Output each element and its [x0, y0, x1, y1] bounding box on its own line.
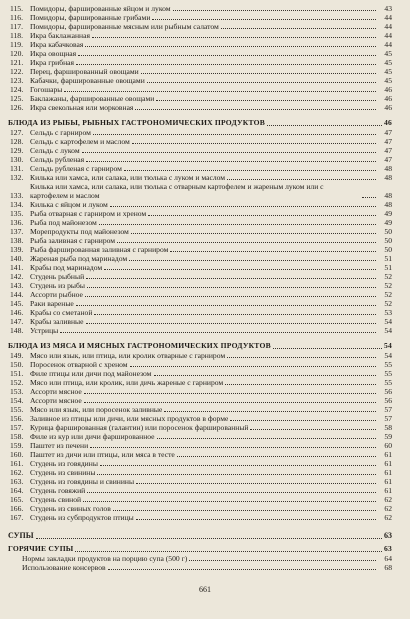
entry-page: 51 [384, 254, 392, 263]
entry-page: 55 [384, 360, 392, 369]
entry-page: 44 [384, 40, 392, 49]
dot-leader [108, 569, 376, 570]
entry-page: 45 [384, 58, 392, 67]
entry-page: 46 [384, 103, 392, 112]
entry-number: 117. [10, 22, 24, 31]
entry-title: Рыба заливная с гарниром [30, 236, 116, 245]
dot-leader [148, 215, 376, 216]
entry-title: Рыба фаршированная заливная с гарниром [30, 245, 169, 254]
entry-number: 131. [10, 164, 24, 173]
entry-page: 53 [384, 308, 392, 317]
entry-number: 157. [10, 423, 24, 432]
entry-page: 54 [384, 326, 392, 335]
entry-title: Килька с яйцом и луком [30, 200, 108, 209]
toc-entry [8, 227, 392, 236]
entry-page: 44 [384, 13, 392, 22]
section-hot-soups-title: ГОРЯЧИЕ СУПЫ 63 [8, 544, 392, 553]
toc-entry [8, 263, 392, 272]
toc-entry [8, 378, 392, 387]
toc-entry [8, 164, 392, 173]
dot-leader [97, 474, 376, 475]
entry-title: Помидоры, фаршированные мясным или рыбным салатом [30, 22, 219, 31]
entry-title: Икра кабачковая [30, 40, 84, 49]
entry-title: Паштет из дичи или птицы, или мяса в тесте [30, 450, 175, 459]
dot-leader [84, 402, 376, 403]
entry-title: Сельдь рубленая [30, 155, 85, 164]
entry-title: Килька или хамса, или салака, или тюлька с отварным картофелем и жареным луком или с картофелем и маслом [30, 182, 324, 200]
entry-number: 140. [10, 254, 24, 263]
entries-meat [8, 351, 392, 522]
entry-title: Килька или хамса, или салака, или тюлька с луком и маслом [30, 173, 226, 182]
entry-title: Студень из свиных голов [30, 504, 111, 513]
dot-leader [362, 197, 376, 198]
entry-page: 48 [384, 173, 392, 182]
dot-leader [136, 483, 376, 484]
entry-title: Курица фаршированная (галантин) или поросенок фаршированный [30, 423, 249, 432]
toc-entry [8, 281, 392, 290]
entry-number: 160. [10, 450, 24, 459]
entry-page: 57 [384, 414, 392, 423]
entry-title: Филе птицы или дичи под майонезом [30, 369, 152, 378]
entry-page: 50 [384, 236, 392, 245]
entry-page: 49 [384, 209, 392, 218]
dot-leader [85, 296, 376, 297]
toc-entry [8, 67, 392, 76]
entry-page: 46 [384, 85, 392, 94]
toc-entry [8, 128, 392, 137]
toc-entry [8, 155, 392, 164]
entry-title: Ассорти мясное [30, 396, 82, 405]
toc-entry [8, 405, 392, 414]
entry-number: 165. [10, 495, 24, 504]
entry-page: 58 [384, 423, 392, 432]
dot-leader [164, 411, 376, 412]
toc-entry [8, 486, 392, 495]
dot-leader [104, 269, 376, 270]
toc-entry [8, 450, 392, 459]
toc-entry [8, 369, 392, 378]
toc-entry [8, 40, 392, 49]
toc-entry [8, 137, 392, 146]
entry-page: 44 [384, 22, 392, 31]
entry-page: 46 [384, 94, 392, 103]
dot-leader [110, 206, 376, 207]
toc-entry [8, 4, 392, 13]
dot-leader [131, 233, 376, 234]
entry-title: Перец, фаршированный овощами [30, 67, 139, 76]
entry-page: 45 [384, 67, 392, 76]
entry-number: 119. [10, 40, 24, 49]
toc-entry [8, 22, 392, 31]
entry-page: 47 [384, 155, 392, 164]
entry-number: 129. [10, 146, 24, 155]
dot-leader [129, 260, 376, 261]
entry-title: Ассорти мясное [30, 387, 82, 396]
entry-page: 54 [384, 317, 392, 326]
entry-title: Икра грибная [30, 58, 75, 67]
entry-page: 47 [384, 128, 392, 137]
entry-title: Паштет из печени [30, 441, 89, 450]
dot-leader [86, 161, 376, 162]
entry-title: Сельдь с картофелем и маслом [30, 137, 130, 146]
dot-leader [85, 46, 376, 47]
entry-title: Жареная рыба под маринадом [30, 254, 128, 263]
entry-page: 52 [384, 290, 392, 299]
entry-title: Мясо или язык, или птица, или кролик отварные с гарниром [30, 351, 226, 360]
dot-leader [124, 170, 376, 171]
entry-number: 141. [10, 263, 24, 272]
entry-page: 45 [384, 49, 392, 58]
entry-number: 166. [10, 504, 24, 513]
toc-entry [8, 49, 392, 58]
entry-title: Студень из говядины и свинины [30, 477, 135, 486]
toc-entry [8, 85, 392, 94]
dot-leader [154, 375, 377, 376]
dot-leader [82, 152, 376, 153]
entry-title: Студень из говядины [30, 459, 98, 468]
entry-number: 161. [10, 459, 24, 468]
entry-page: 57 [384, 405, 392, 414]
entry-title: Баклажаны, фаршированные овощами [30, 94, 155, 103]
entry-number: 156. [10, 414, 24, 423]
toc-entry [8, 396, 392, 405]
toc-entry [8, 209, 392, 218]
toc-entry [8, 360, 392, 369]
toc-entry [8, 441, 392, 450]
dot-leader [250, 429, 376, 430]
toc-entry [8, 146, 392, 155]
toc-entry [8, 103, 392, 112]
entry-page: 62 [384, 513, 392, 522]
dot-leader [94, 314, 376, 315]
toc-entry [8, 31, 392, 40]
toc-entry [8, 13, 392, 22]
entry-title: Нормы закладки продуктов на порцию супа (500 г) [22, 554, 188, 563]
entry-number: 139. [10, 245, 24, 254]
toc-entry [8, 504, 392, 513]
dot-leader [152, 19, 376, 20]
dot-leader [227, 357, 376, 358]
entry-number: 130. [10, 155, 24, 164]
entry-page: 52 [384, 272, 392, 281]
entry-number: 150. [10, 360, 24, 369]
dot-leader [135, 109, 376, 110]
entry-title: Крабы заливные [30, 317, 84, 326]
entry-title: Поросенок отварной с хреном [30, 360, 128, 369]
toc-entry [8, 387, 392, 396]
entry-number: 159. [10, 441, 24, 450]
toc-entry [8, 477, 392, 486]
entry-number: 149. [10, 351, 24, 360]
entry-number: 134. [10, 200, 24, 209]
entry-page: 48 [384, 191, 392, 200]
toc-entry [8, 326, 392, 335]
entry-title: Крабы под маринадом [30, 263, 103, 272]
entry-title: Гогошары [30, 85, 63, 94]
entry-number: 144. [10, 290, 24, 299]
entry-page: 54 [384, 351, 392, 360]
dot-leader [177, 456, 376, 457]
entry-page: 44 [384, 31, 392, 40]
dot-leader [84, 393, 376, 394]
entry-page: 48 [384, 200, 392, 209]
entry-number: 125. [10, 94, 24, 103]
entry-number: 122. [10, 67, 24, 76]
entry-page: 50 [384, 245, 392, 254]
dot-leader [99, 224, 376, 225]
entry-title: Рыба под майонезом [30, 218, 97, 227]
entry-title: Икра свекольная или морковная [30, 103, 134, 112]
entry-number: 147. [10, 317, 24, 326]
entry-title: Сельдь рубленая с гарниром [30, 164, 122, 173]
entry-page: 61 [384, 459, 392, 468]
toc-entry [8, 299, 392, 308]
entry-number: 120. [10, 49, 24, 58]
dot-leader [221, 28, 376, 29]
entry-page: 64 [384, 554, 392, 563]
entry-title: Студень говяжий [30, 486, 86, 495]
entry-number: 164. [10, 486, 24, 495]
dot-leader [87, 492, 376, 493]
entry-number: 124. [10, 85, 24, 94]
entry-page: 61 [384, 477, 392, 486]
dot-leader [92, 37, 376, 38]
page-number: 661 [199, 585, 211, 594]
dot-leader [76, 305, 376, 306]
entry-number: 126. [10, 103, 24, 112]
dot-leader [76, 64, 376, 65]
entry-number: 121. [10, 58, 24, 67]
toc-entry [8, 308, 392, 317]
dot-leader [230, 420, 376, 421]
entry-number: 146. [10, 308, 24, 317]
entry-number: 116. [10, 13, 24, 22]
entry-number: 167. [10, 513, 24, 522]
entry-page: 59 [384, 432, 392, 441]
entry-number: 118. [10, 31, 24, 40]
dot-leader [64, 91, 376, 92]
entry-title: Сельдь с гарниром [30, 128, 91, 137]
dot-leader [141, 73, 376, 74]
entry-title: Крабы со сметаной [30, 308, 93, 317]
entry-number: 123. [10, 76, 24, 85]
entry-page: 45 [384, 76, 392, 85]
entry-title: Мясо или язык, или поросенок заливные [30, 405, 163, 414]
dot-leader [132, 143, 376, 144]
entry-title: Использование консервов [22, 563, 106, 572]
entry-title: Помидоры, фаршированные грибами [30, 13, 151, 22]
entry-title: Студень из свинины [30, 468, 96, 477]
dot-leader [189, 560, 376, 561]
dot-leader [87, 287, 376, 288]
entry-page: 50 [384, 227, 392, 236]
entry-number: 155. [10, 405, 24, 414]
toc-entry [8, 423, 392, 432]
entry-number: 133. [10, 191, 24, 200]
toc-entry [8, 254, 392, 263]
entry-number: 162. [10, 468, 24, 477]
entry-page: 62 [384, 495, 392, 504]
toc-entry [8, 351, 392, 360]
dot-leader [170, 251, 376, 252]
entry-title: Кабачки, фаршированные овощами [30, 76, 145, 85]
entry-number: 135. [10, 209, 24, 218]
table-of-contents [8, 4, 392, 572]
dot-leader [83, 501, 376, 502]
dot-leader [60, 332, 376, 333]
dot-leader [147, 82, 376, 83]
entries-top [8, 4, 392, 112]
entry-page: 52 [384, 281, 392, 290]
entry-page: 62 [384, 504, 392, 513]
toc-entry [8, 245, 392, 254]
entry-page: 60 [384, 441, 392, 450]
entry-title: Раки вареные [30, 299, 74, 308]
entry-page: 49 [384, 218, 392, 227]
entry-title: Студень свиной [30, 495, 82, 504]
entry-page: 43 [384, 4, 392, 13]
entry-page: 47 [384, 137, 392, 146]
entry-title: Сельдь с луком [30, 146, 80, 155]
entry-number: 132. [10, 173, 24, 182]
entry-page: 48 [384, 164, 392, 173]
entry-title: Студень рыбный [30, 272, 85, 281]
toc-entry [8, 218, 392, 227]
toc-entry [8, 495, 392, 504]
entry-title: Помидоры, фаршированные яйцом и луком [30, 4, 171, 13]
entry-number: 115. [10, 4, 24, 13]
dot-leader [78, 55, 376, 56]
dot-leader [86, 323, 376, 324]
dot-leader [136, 519, 376, 520]
entry-page: 56 [384, 387, 392, 396]
entry-number: 127. [10, 128, 24, 137]
section-fish-title: БЛЮДА ИЗ РЫБЫ, РЫБНЫХ ГАСТРОНОМИЧЕСКИХ ПРОДУКТОВ 46 [8, 118, 392, 127]
entry-number: 163. [10, 477, 24, 486]
toc-entry [8, 173, 392, 182]
dot-leader [86, 278, 376, 279]
entry-title: Икра баклажанная [30, 31, 90, 40]
dot-leader [130, 366, 376, 367]
dot-leader [225, 384, 376, 385]
entry-number: 143. [10, 281, 24, 290]
entries-fish [8, 128, 392, 335]
entry-number: 153. [10, 387, 24, 396]
toc-entry [8, 432, 392, 441]
dot-leader [93, 134, 376, 135]
chapter-soups-title: СУПЫ 63 [8, 531, 392, 540]
entry-title: Ассорти рыбное [30, 290, 83, 299]
entry-number: 137. [10, 227, 24, 236]
entry-title: Устрицы [30, 326, 59, 335]
toc-entry [8, 459, 392, 468]
toc-entry [8, 94, 392, 103]
dot-leader [90, 447, 376, 448]
toc-entry [8, 513, 392, 522]
entry-number: 148. [10, 326, 24, 335]
entry-page: 47 [384, 146, 392, 155]
entry-page: 61 [384, 468, 392, 477]
entry-title: Заливное из птицы или дичи, или мясных продуктов в форме [30, 414, 229, 423]
entry-title: Мясо или птица, или кролик, или дичь жареные с гарниром [30, 378, 224, 387]
dot-leader [117, 242, 376, 243]
toc-entry [8, 76, 392, 85]
toc-entry [8, 182, 392, 200]
entry-number: 136. [10, 218, 24, 227]
section-meat-title: БЛЮДА ИЗ МЯСА И МЯСНЫХ ГАСТРОНОМИЧЕСКИХ ПРОДУКТОВ 54 [8, 341, 392, 350]
toc-entry [8, 414, 392, 423]
entry-number: 152. [10, 378, 24, 387]
entry-number: 138. [10, 236, 24, 245]
entry-page: 68 [384, 563, 392, 572]
toc-entry [8, 563, 392, 572]
toc-entry [8, 290, 392, 299]
entry-title: Морепродукты под майонезом [30, 227, 129, 236]
entry-number: 154. [10, 396, 24, 405]
entry-title: Студень из рыбы [30, 281, 85, 290]
entry-title: Филе из кур или дичи фаршированное [30, 432, 155, 441]
entry-number: 158. [10, 432, 24, 441]
entry-page: 55 [384, 369, 392, 378]
entry-number: 151. [10, 369, 24, 378]
entry-number: 145. [10, 299, 24, 308]
entry-number: 128. [10, 137, 24, 146]
dot-leader [173, 10, 376, 11]
toc-entry [8, 554, 392, 563]
toc-entry [8, 200, 392, 209]
toc-entry [8, 58, 392, 67]
dot-leader [157, 438, 376, 439]
entry-title: Икра овощная [30, 49, 77, 58]
entry-title: Рыба отварная с гарниром и хреном [30, 209, 147, 218]
entry-page: 52 [384, 299, 392, 308]
toc-entry [8, 317, 392, 326]
toc-entry [8, 468, 392, 477]
entry-title: Студень из субпродуктов птицы [30, 513, 134, 522]
dot-leader [156, 100, 376, 101]
dot-leader [227, 179, 376, 180]
dot-leader [113, 510, 376, 511]
toc-entry [8, 236, 392, 245]
entry-page: 55 [384, 378, 392, 387]
toc-entry [8, 272, 392, 281]
dot-leader [100, 465, 376, 466]
entry-page: 51 [384, 263, 392, 272]
entries-soups [8, 554, 392, 572]
entry-page: 61 [384, 450, 392, 459]
entry-page: 56 [384, 396, 392, 405]
entry-number: 142. [10, 272, 24, 281]
entry-page: 61 [384, 486, 392, 495]
